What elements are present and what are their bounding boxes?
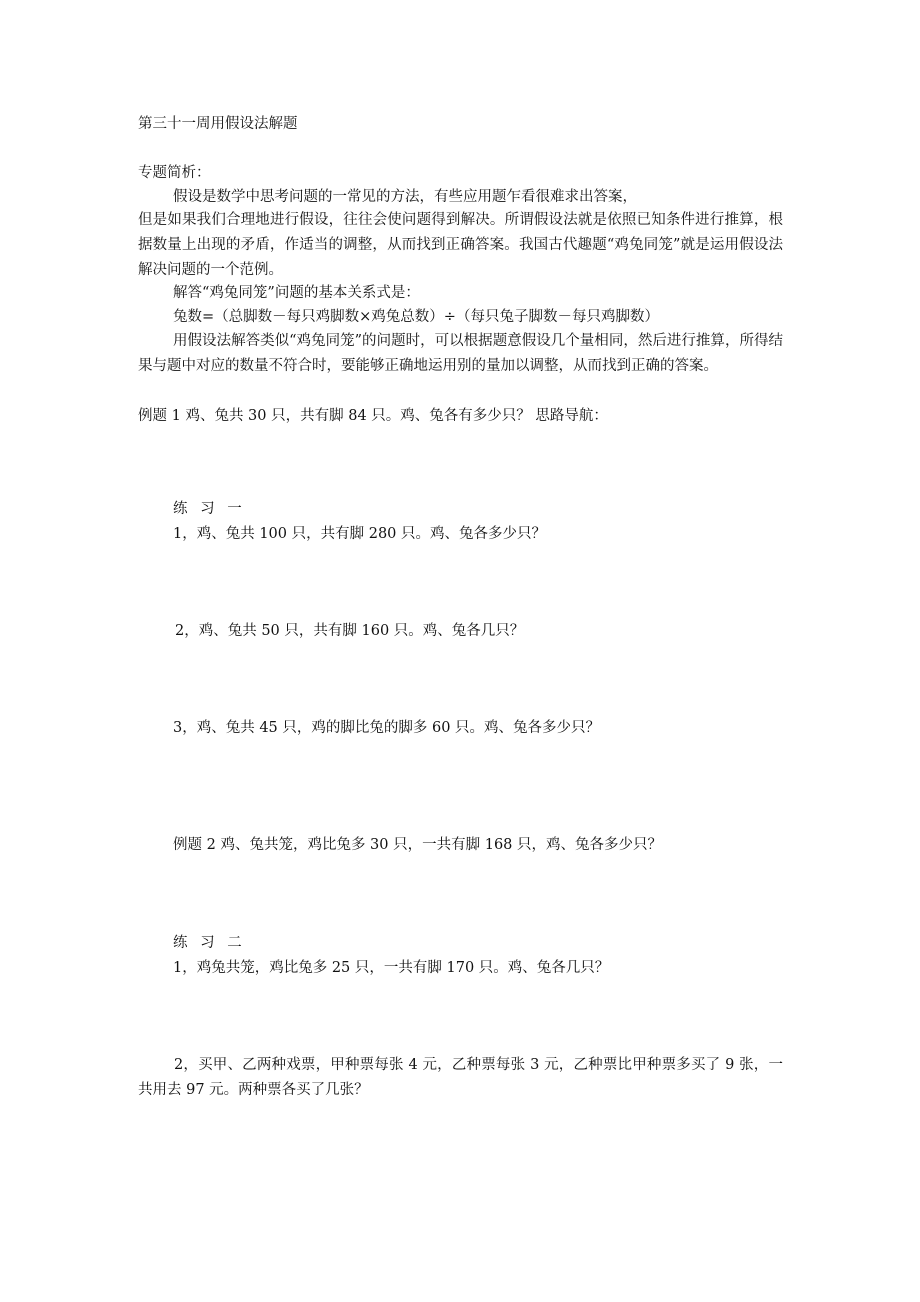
document-title: 第三十一周用假设法解题 [138,116,298,132]
exercise-1-question-2: 2，鸡、兔共 50 只，共有脚 160 只。鸡、兔各几只？ [175,623,525,639]
intro-paragraph-3: 用假设法解答类似“鸡兔同笼”的问题时，可以根据题意假设几个量相同，然后进行推算，所得结果与题中对应的数量不符合时，要能够正确地运用别的量加以调整，从而找到正确的答案。 [138,333,783,374]
exercise-1-heading: 练 习 一 [173,501,246,517]
exercise-1-question-1: 1，鸡、兔共 100 只，共有脚 280 只。鸡、兔各多少只？ [173,526,547,542]
exercise-2-question-1: 1，鸡兔共笼，鸡比兔多 25 只，一共有脚 170 只。鸡、兔各几只？ [173,960,610,976]
intro-heading: 专题简析： [138,165,211,181]
rabbit-count-formula: 兔数=（总脚数－每只鸡脚数×鸡兔总数）÷（每只兔子脚数－每只鸡脚数） [173,309,659,325]
intro-paragraph-1-first-line: 假设是数学中思考问题的一常见的方法，有些应用题乍看很难求出答案， [173,189,637,205]
exercise-2-question-2: 2，买甲、乙两种戏票，甲种票每张 4 元，乙种票每张 3 元，乙种票比甲种票多买了 9 张，一共用去 97 元。两种票各买了几张？ [138,1057,783,1098]
intro-paragraph-1-continued: 但是如果我们合理地进行假设，往往会使问题得到解决。所谓假设法就是依照已知条件进行推算，根据数量上出现的矛盾，作适当的调整，从而找到正确答案。我国古代趣题“鸡兔同笼”就是运用假设法解决问题的一个范例。 [138,212,783,278]
intro-paragraph-2: 解答“鸡兔同笼”问题的基本关系式是： [173,285,420,301]
exercise-2-heading: 练 习 二 [173,935,246,951]
exercise-1-question-3: 3，鸡、兔共 45 只，鸡的脚比兔的脚多 60 只。鸡、兔各多少只？ [173,720,601,736]
example-1-problem: 例题 1 鸡、兔共 30 只，共有脚 84 只。鸡、兔各有多少只？ 思路导航： [138,408,608,424]
example-2-problem: 例题 2 鸡、兔共笼，鸡比兔多 30 只，一共有脚 168 只，鸡、兔各多少只？ [173,837,663,853]
